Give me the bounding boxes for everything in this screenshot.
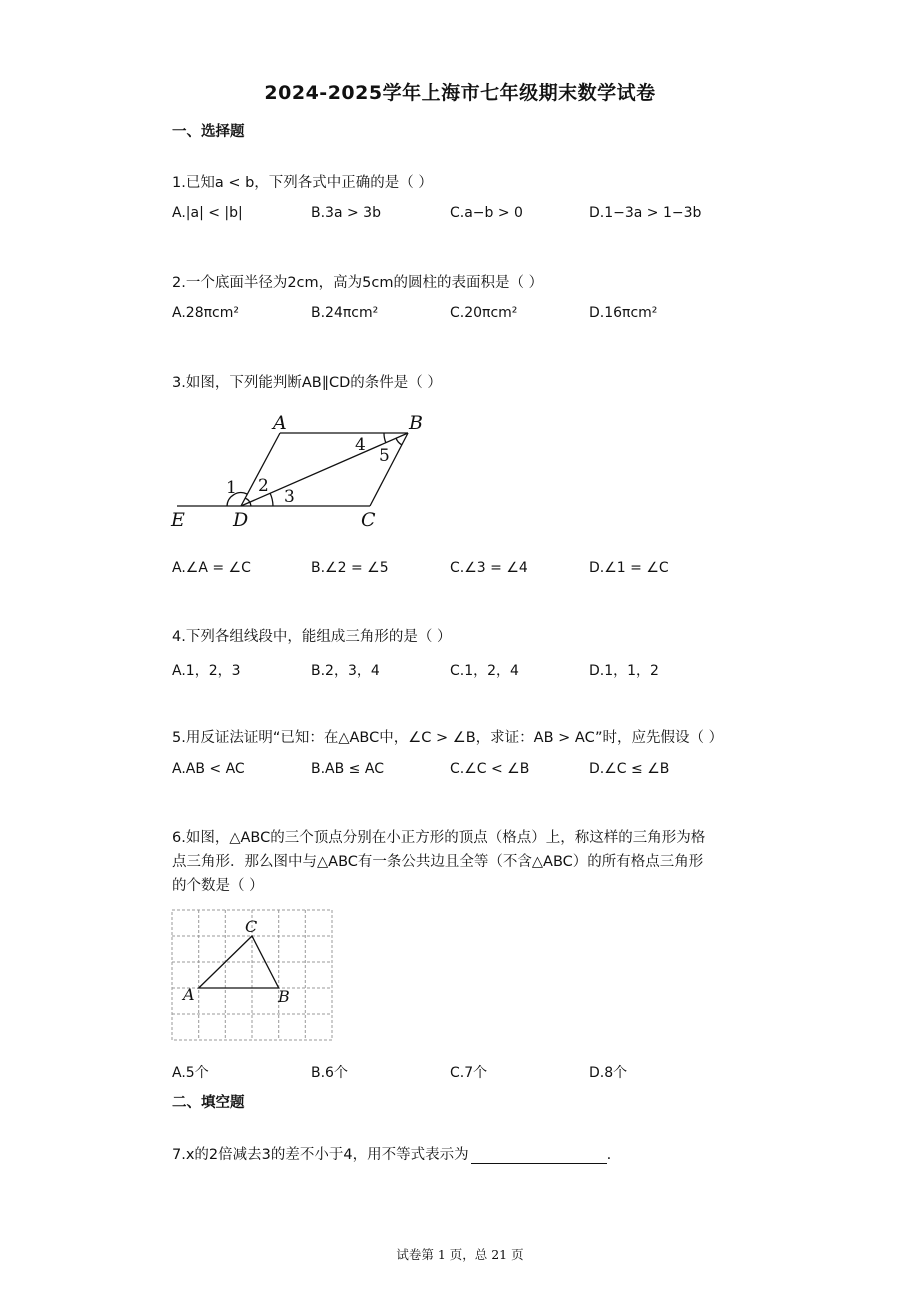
grid-label-a: A [183, 985, 195, 1004]
point-label-a: A [273, 412, 287, 434]
q1-option-c: C.a−b > 0 [450, 205, 523, 221]
question-3-stem: 3.如图，下列能判断AB∥CD的条件是（ ） [172, 375, 442, 391]
angle-arc-4 [384, 433, 386, 443]
question-4-stem: 4.下列各组线段中，能组成三角形的是（ ） [172, 629, 452, 645]
q6-option-a: A.5个 [172, 1065, 209, 1081]
q3-option-d: D.∠1 = ∠C [589, 560, 669, 576]
question-7-period: . [606, 1147, 612, 1163]
angle-label-1: 1 [226, 478, 237, 498]
q5-option-d: D.∠C ≤ ∠B [589, 761, 670, 777]
point-label-e: E [171, 509, 185, 531]
q3-option-a: A.∠A = ∠C [172, 560, 251, 576]
figure-parallelogram [165, 405, 435, 535]
q2-option-b: B.24πcm² [311, 305, 379, 321]
figure-lattice-grid [165, 903, 340, 1045]
angle-label-5: 5 [379, 446, 390, 466]
q3-option-b: B.∠2 = ∠5 [311, 560, 389, 576]
q5-option-b: B.AB ≤ AC [311, 761, 384, 777]
grid-label-b: B [278, 987, 290, 1006]
q2-option-c: C.20πcm² [450, 305, 518, 321]
question-6-stem-line-3: 的个数是（ ） [172, 878, 264, 894]
page-title: 2024-2025学年上海市七年级期末数学试卷 [264, 82, 656, 104]
question-7 [172, 1143, 611, 1164]
q4-option-a: A.1，2，3 [172, 663, 241, 679]
point-label-d: D [233, 509, 249, 531]
q1-option-b: B.3a > 3b [311, 205, 381, 221]
angle-label-4: 4 [355, 435, 366, 455]
angle-arc-5 [396, 438, 402, 445]
q4-option-b: B.2，3，4 [311, 663, 380, 679]
q6-option-d: D.8个 [589, 1065, 628, 1081]
answer-blank[interactable] [471, 1149, 607, 1164]
question-5-stem: 5.用反证法证明“已知：在△ABC中，∠C > ∠B，求证：AB > AC”时，应先假设（ ） [172, 730, 724, 746]
q2-option-a: A.28πcm² [172, 305, 239, 321]
q1-option-a: A.|a| < |b| [172, 205, 243, 221]
angle-arc-2 [245, 498, 251, 506]
q5-option-a: A.AB < AC [172, 761, 245, 777]
section-heading-choice: 一、选择题 [172, 124, 245, 140]
question-2-stem: 2.一个底面半径为2cm，高为5cm的圆柱的表面积是（ ） [172, 275, 544, 291]
section-heading-fill-blank: 二、填空题 [172, 1095, 245, 1111]
q5-option-c: C.∠C < ∠B [450, 761, 530, 777]
question-1-stem: 1.已知a < b，下列各式中正确的是（ ） [172, 175, 433, 191]
q1-option-d: D.1−3a > 1−3b [589, 205, 702, 221]
point-label-c: C [361, 509, 376, 531]
q4-option-c: C.1，2，4 [450, 663, 519, 679]
angle-arc-3 [270, 493, 273, 506]
q6-option-b: B.6个 [311, 1065, 348, 1081]
point-label-b: B [409, 412, 423, 434]
q3-option-c: C.∠3 = ∠4 [450, 560, 528, 576]
segment-bc [370, 433, 408, 506]
page-footer: 试卷第 1 页，总 21 页 [396, 1247, 524, 1262]
q6-option-c: C.7个 [450, 1065, 488, 1081]
q4-option-d: D.1，1，2 [589, 663, 659, 679]
q2-option-d: D.16πcm² [589, 305, 658, 321]
question-7-stem: 7.x的2倍减去3的差不小于4，用不等式表示为 [172, 1147, 469, 1163]
angle-label-3: 3 [284, 487, 295, 507]
question-6-stem-line-1: 6.如图，△ABC的三个顶点分别在小正方形的顶点（格点）上，称这样的三角形为格 [172, 830, 706, 846]
grid-label-c: C [245, 917, 258, 936]
question-6-stem-line-2: 点三角形．那么图中与△ABC有一条公共边且全等（不含△ABC）的所有格点三角形 [172, 854, 704, 870]
angle-label-2: 2 [258, 476, 269, 496]
